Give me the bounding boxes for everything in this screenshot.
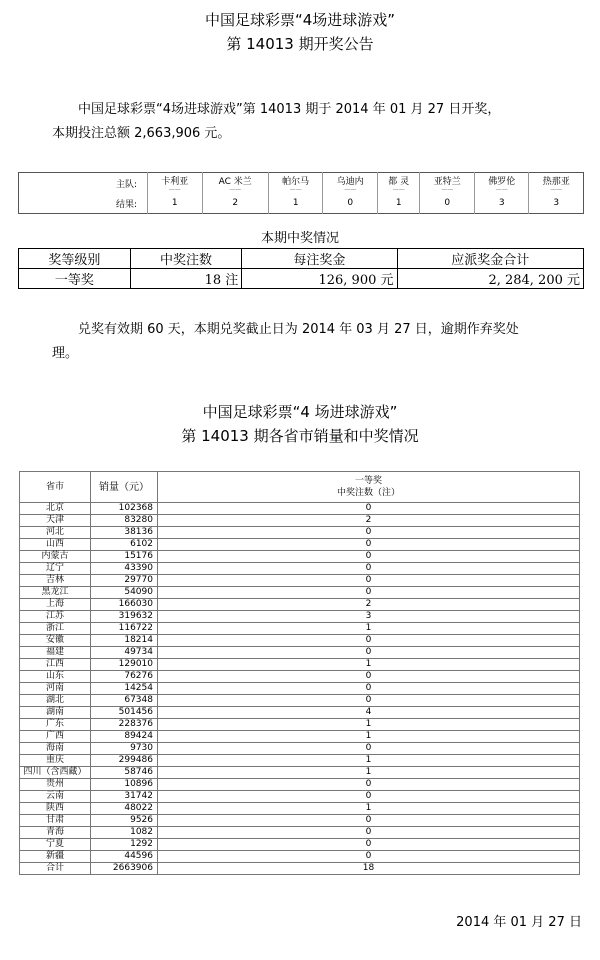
- match-result-cell: 0: [323, 193, 378, 214]
- team-dash: ——: [550, 186, 563, 193]
- province-first-prize-count: 0: [158, 551, 580, 563]
- province-first-prize-count: 0: [158, 695, 580, 707]
- province-name: 湖北: [20, 695, 91, 707]
- first-prize-col-header: [158, 472, 580, 503]
- province-sales: 49734: [91, 647, 158, 659]
- province-section-title: 中国足球彩票“4 场进球游戏”: [202, 403, 398, 421]
- province-row: [20, 755, 580, 767]
- province-name: 江西: [20, 659, 91, 671]
- province-row: [20, 587, 580, 599]
- province-name: 广东: [20, 719, 91, 731]
- province-row: [20, 503, 580, 515]
- province-row: [20, 515, 580, 527]
- province-section-subtitle: 第 14013 期各省市销量和中奖情况: [181, 427, 419, 445]
- team-dash: ——: [229, 186, 242, 193]
- province-sales: 129010: [91, 659, 158, 671]
- province-row: [20, 707, 580, 719]
- first-prize-header-line2: 中奖注数（注）: [336, 488, 400, 498]
- announcement-date: 2014 年 01 月 27 日: [456, 915, 582, 930]
- province-name: 北京: [20, 503, 91, 515]
- province-sales: 18214: [91, 635, 158, 647]
- province-first-prize-count: 0: [158, 815, 580, 827]
- team-dash: ——: [168, 186, 181, 193]
- province-name: 重庆: [20, 755, 91, 767]
- province-first-prize-count: 1: [158, 803, 580, 815]
- province-name: 福建: [20, 647, 91, 659]
- province-col-header: 省市: [20, 472, 91, 503]
- prize-amount: 126, 900 元: [242, 269, 397, 289]
- province-sales: 48022: [91, 803, 158, 815]
- prize-level: 一等奖: [19, 269, 131, 289]
- announcement-title: 中国足球彩票“4场进球游戏”: [204, 11, 396, 29]
- province-sales: 1292: [91, 839, 158, 851]
- team-name: 乌迪内: [336, 177, 364, 187]
- intro-paragraph: [52, 98, 592, 146]
- province-name: 山东: [20, 671, 91, 683]
- team-name: 帕尔马: [282, 177, 310, 187]
- match-result-cell: 1: [268, 193, 323, 214]
- match-team-cell: [420, 173, 475, 194]
- province-name: 湖南: [20, 707, 91, 719]
- team-name: AC 米兰: [218, 177, 252, 187]
- prize-header-row: [19, 249, 584, 269]
- province-row: [20, 791, 580, 803]
- prize-table: [18, 248, 584, 289]
- province-first-prize-count: 1: [158, 659, 580, 671]
- match-result-cell: 3: [474, 193, 529, 214]
- province-name: 宁夏: [20, 839, 91, 851]
- team-name: 都 灵: [388, 177, 410, 187]
- result-row-label: 结果:: [115, 199, 137, 210]
- match-result-cell: 1: [148, 193, 203, 214]
- validity-paragraph: [52, 318, 592, 366]
- province-name: 内蒙古: [20, 551, 91, 563]
- province-first-prize-count: 4: [158, 707, 580, 719]
- validity-line-1: 兑奖有效期 60 天，本期兑奖截止日为 2014 年 03 月 27 日，逾期作弃奖处: [78, 322, 519, 337]
- province-name: 陕西: [20, 803, 91, 815]
- match-result-cell: 0: [420, 193, 475, 214]
- intro-line-2: 本期投注总额 2,663,906 元。: [52, 126, 231, 141]
- province-name: 吉林: [20, 575, 91, 587]
- province-name: 上海: [20, 599, 91, 611]
- prize-row: [19, 269, 584, 289]
- province-row: [20, 815, 580, 827]
- province-total-row: [20, 863, 580, 875]
- team-dash: ——: [344, 186, 357, 193]
- province-name: 合计: [20, 863, 91, 875]
- match-team-cell: [202, 173, 268, 194]
- province-row: [20, 671, 580, 683]
- province-name: 海南: [20, 743, 91, 755]
- province-row: [20, 539, 580, 551]
- province-first-prize-count: 0: [158, 683, 580, 695]
- team-dash: ——: [441, 186, 454, 193]
- province-sales: 9730: [91, 743, 158, 755]
- validity-line-2: 理。: [52, 346, 79, 361]
- team-name: 热那亚: [542, 177, 570, 187]
- province-first-prize-count: 1: [158, 731, 580, 743]
- match-result-cell: 1: [377, 193, 420, 214]
- province-sales: 1082: [91, 827, 158, 839]
- prize-header-total: 应派奖金合计: [397, 249, 583, 269]
- prize-section-heading: 本期中奖情况: [260, 231, 339, 246]
- province-first-prize-count: 0: [158, 587, 580, 599]
- province-first-prize-count: 0: [158, 671, 580, 683]
- province-table-body: [20, 503, 580, 875]
- province-first-prize-count: 0: [158, 851, 580, 863]
- team-row-label: 主队:: [115, 179, 137, 190]
- province-sales: 38136: [91, 527, 158, 539]
- intro-line-1: 中国足球彩票“4场进球游戏”第 14013 期于 2014 年 01 月 27 日开奖，: [78, 102, 501, 117]
- province-sales: 228376: [91, 719, 158, 731]
- province-first-prize-count: 0: [158, 635, 580, 647]
- province-first-prize-count: 2: [158, 515, 580, 527]
- province-sales: 15176: [91, 551, 158, 563]
- province-sales: 102368: [91, 503, 158, 515]
- province-first-prize-count: 2: [158, 599, 580, 611]
- province-sales: 76276: [91, 671, 158, 683]
- province-name: 云南: [20, 791, 91, 803]
- province-first-prize-count: 0: [158, 563, 580, 575]
- team-dash: ——: [289, 186, 302, 193]
- province-first-prize-count: 0: [158, 527, 580, 539]
- match-results-table: [18, 172, 584, 214]
- team-name: 佛罗伦: [488, 177, 516, 187]
- province-name: 新疆: [20, 851, 91, 863]
- province-row: [20, 827, 580, 839]
- province-row: [20, 767, 580, 779]
- province-name: 江苏: [20, 611, 91, 623]
- province-row: [20, 851, 580, 863]
- province-first-prize-count: 0: [158, 839, 580, 851]
- province-row: [20, 779, 580, 791]
- province-name: 贵州: [20, 779, 91, 791]
- province-sales: 9526: [91, 815, 158, 827]
- province-row: [20, 575, 580, 587]
- province-first-prize-count: 18: [158, 863, 580, 875]
- province-first-prize-count: 3: [158, 611, 580, 623]
- province-row: [20, 599, 580, 611]
- first-prize-header-line1: 一等奖: [354, 476, 382, 486]
- province-row: [20, 719, 580, 731]
- province-row: [20, 563, 580, 575]
- province-row: [20, 659, 580, 671]
- province-first-prize-count: 0: [158, 827, 580, 839]
- match-result-cell: 3: [529, 193, 584, 214]
- province-row: [20, 647, 580, 659]
- province-sales: 67348: [91, 695, 158, 707]
- province-sales: 44596: [91, 851, 158, 863]
- province-header-row: [20, 472, 580, 503]
- province-sales: 2663906: [91, 863, 158, 875]
- province-name: 浙江: [20, 623, 91, 635]
- match-team-cell: [474, 173, 529, 194]
- match-result-cell: 2: [202, 193, 268, 214]
- province-name: 河北: [20, 527, 91, 539]
- province-first-prize-count: 1: [158, 623, 580, 635]
- province-sales: 166030: [91, 599, 158, 611]
- province-sales-table: [19, 471, 580, 875]
- province-row: [20, 527, 580, 539]
- province-sales: 14254: [91, 683, 158, 695]
- province-row: [20, 839, 580, 851]
- province-first-prize-count: 1: [158, 719, 580, 731]
- province-row: [20, 695, 580, 707]
- province-sales: 83280: [91, 515, 158, 527]
- province-sales: 89424: [91, 731, 158, 743]
- province-first-prize-count: 0: [158, 779, 580, 791]
- match-result-row: [19, 193, 584, 214]
- team-dash: ——: [495, 186, 508, 193]
- province-row: [20, 611, 580, 623]
- province-sales: 10896: [91, 779, 158, 791]
- match-team-cell: [323, 173, 378, 194]
- province-sales: 43390: [91, 563, 158, 575]
- province-first-prize-count: 0: [158, 503, 580, 515]
- province-first-prize-count: 0: [158, 575, 580, 587]
- team-name: 亚特兰: [433, 177, 461, 187]
- province-first-prize-count: 0: [158, 539, 580, 551]
- province-sales: 58746: [91, 767, 158, 779]
- prize-total: 2, 284, 200 元: [397, 269, 583, 289]
- province-sales: 299486: [91, 755, 158, 767]
- prize-count: 18 注: [130, 269, 242, 289]
- province-name: 河南: [20, 683, 91, 695]
- province-name: 天津: [20, 515, 91, 527]
- province-row: [20, 743, 580, 755]
- announcement-subtitle: 第 14013 期开奖公告: [226, 35, 374, 53]
- team-dash: ——: [392, 186, 405, 193]
- province-name: 广西: [20, 731, 91, 743]
- match-team-cell: [529, 173, 584, 194]
- province-name: 青海: [20, 827, 91, 839]
- province-sales: 501456: [91, 707, 158, 719]
- prize-header-count: 中奖注数: [130, 249, 242, 269]
- province-name: 黑龙江: [20, 587, 91, 599]
- province-first-prize-count: 1: [158, 755, 580, 767]
- match-team-cell: [268, 173, 323, 194]
- province-row: [20, 731, 580, 743]
- province-row: [20, 623, 580, 635]
- province-sales: 54090: [91, 587, 158, 599]
- province-name: 甘肃: [20, 815, 91, 827]
- province-first-prize-count: 0: [158, 647, 580, 659]
- sales-col-header: 销量（元）: [91, 472, 158, 503]
- province-row: [20, 683, 580, 695]
- province-name: 四川（含西藏）: [20, 767, 91, 779]
- match-team-cell: [377, 173, 420, 194]
- province-sales: 6102: [91, 539, 158, 551]
- province-name: 山西: [20, 539, 91, 551]
- province-sales: 319632: [91, 611, 158, 623]
- prize-header-level: 奖等级别: [19, 249, 131, 269]
- match-team-row: [19, 173, 584, 194]
- province-name: 辽宁: [20, 563, 91, 575]
- prize-header-amount: 每注奖金: [242, 249, 397, 269]
- province-sales: 29770: [91, 575, 158, 587]
- province-first-prize-count: 1: [158, 767, 580, 779]
- match-team-cell: [148, 173, 203, 194]
- province-row: [20, 551, 580, 563]
- province-row: [20, 635, 580, 647]
- province-first-prize-count: 0: [158, 791, 580, 803]
- province-name: 安徽: [20, 635, 91, 647]
- team-name: 卡利亚: [161, 177, 189, 187]
- province-row: [20, 803, 580, 815]
- province-sales: 31742: [91, 791, 158, 803]
- province-first-prize-count: 0: [158, 743, 580, 755]
- province-sales: 116722: [91, 623, 158, 635]
